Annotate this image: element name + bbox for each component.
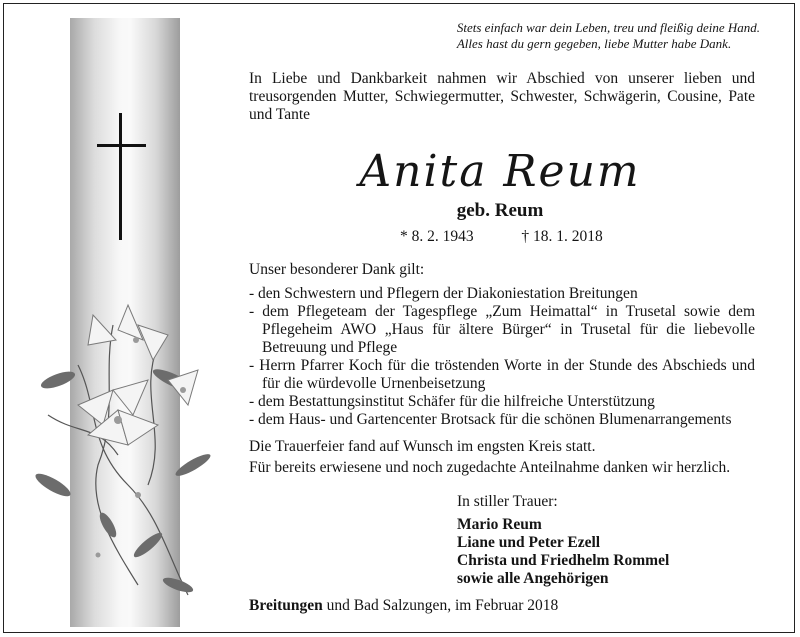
mourner-name: sowie alle Angehörigen — [457, 570, 609, 587]
list-item: - Herrn Pfarrer Koch für die tröstenden Worte in der Stunde des Abschieds und für die würdevolle Urnenbeisetzung — [249, 357, 755, 392]
place-rest: und Bad Salzungen, im Februar 2018 — [322, 597, 559, 614]
lily-bouquet-image — [18, 285, 223, 620]
thanks-section — [249, 261, 755, 429]
mourner-name: Christa und Friedhelm Rommel — [457, 552, 670, 569]
list-item: - den Schwestern und Pflegern der Diakoniestation Breitungen — [249, 285, 638, 302]
cross-icon — [119, 113, 122, 240]
closing-text — [249, 438, 755, 480]
life-dates — [400, 228, 603, 246]
quote-line: Alles hast du gern gegeben, liebe Mutter habe Dank. — [456, 36, 732, 51]
intro-paragraph: In Liebe und Dankbarkeit nahmen wir Abschied von unserer lieben und treusorgenden Mutter, Schwiegermutter, Schwester, Schwägerin, Cousine, Pate und Tante — [249, 70, 755, 123]
thanks-list — [249, 285, 755, 429]
list-item: - dem Haus- und Gartencenter Brotsack für die schönen Blumenarrangements — [249, 411, 732, 428]
list-item: - dem Bestattungsinstitut Schäfer für die hilfreiche Unterstützung — [249, 393, 655, 410]
list-item: - dem Pflegeteam der Tagespflege „Zum Heimattal“ in Trusetal sowie dem Pflegeheim AWO „Haus für ältere Bürger“ in Trusetal für die liebevolle Betreuung und Pflege — [249, 303, 755, 356]
place-date-line — [249, 597, 558, 615]
mourners-label: In stiller Trauer: — [457, 493, 558, 510]
epigraph-quote — [457, 20, 760, 52]
deceased-name: Anita Reum — [359, 146, 641, 197]
mourner-name: Mario Reum — [457, 516, 542, 533]
closing-line: Die Trauerfeier fand auf Wunsch im engsten Kreis statt. — [249, 438, 596, 455]
cross-icon-bar — [97, 144, 146, 147]
mourner-name: Liane und Peter Ezell — [457, 534, 601, 551]
closing-line: Für bereits erwiesene und noch zugedachte Anteilnahme danken wir herzlich. — [249, 459, 731, 476]
death-date: † 18. 1. 2018 — [521, 228, 603, 245]
thanks-heading: Unser besonderer Dank gilt: — [249, 261, 425, 278]
birth-date: * 8. 2. 1943 — [400, 228, 474, 245]
birth-name: geb. Reum — [456, 200, 544, 221]
place-town: Breitungen — [249, 597, 323, 614]
quote-line: Stets einfach war dein Leben, treu und fleißig deine Hand. — [456, 20, 760, 35]
mourners-block — [457, 493, 669, 588]
